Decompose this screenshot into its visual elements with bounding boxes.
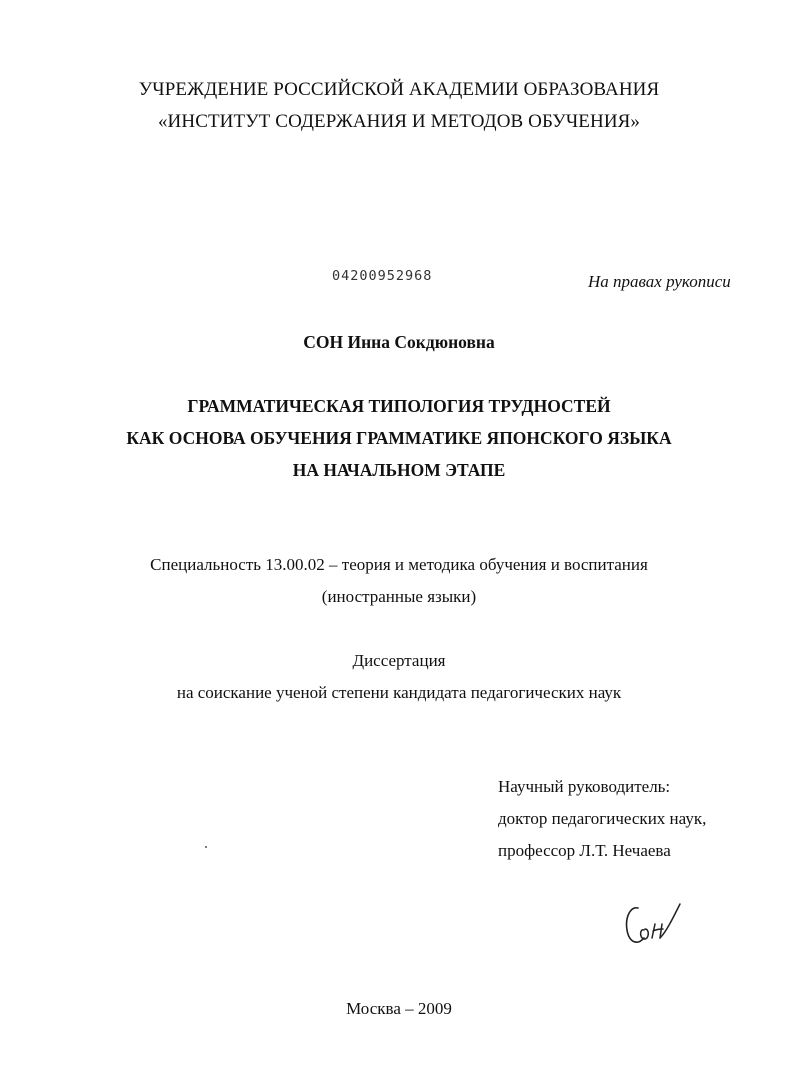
supervisor-label: Научный руководитель: [498,777,671,796]
dissertation-title-line-3: НА НАЧАЛЬНОМ ЭТАПЕ [292,460,506,480]
dissertation-title-line-2: КАК ОСНОВА ОБУЧЕНИЯ ГРАММАТИКЕ ЯПОНСКОГО ЯЗЫКА [126,428,672,448]
supervisor-name: профессор Л.Т. Нечаева [498,841,671,860]
dissertation-type: Диссертация [352,651,446,670]
scan-speck [205,846,207,848]
dissertation-title-line-1: ГРАММАТИЧЕСКАЯ ТИПОЛОГИЯ ТРУДНОСТЕЙ [187,396,611,416]
specialty-line-2: (иностранные языки) [321,587,477,606]
author-name: СОН Инна Сокдюновна [303,332,495,352]
institution-line-1: УЧРЕЖДЕНИЕ РОССИЙСКОЙ АКАДЕМИИ ОБРАЗОВАНИЯ [138,79,660,100]
registration-code: 04200952968 [332,268,433,284]
rights-note: На правах рукописи [588,272,731,291]
degree-sought: на соискание ученой степени кандидата педагогических наук [176,683,622,702]
institution-line-2: «ИНСТИТУТ СОДЕРЖАНИЯ И МЕТОДОВ ОБУЧЕНИЯ» [157,111,641,132]
place-and-year: Москва – 2009 [346,999,452,1018]
specialty-line-1: Специальность 13.00.02 – теория и методика обучения и воспитания [150,555,648,574]
handwritten-signature [622,898,688,950]
supervisor-degree: доктор педагогических наук, [498,809,707,828]
